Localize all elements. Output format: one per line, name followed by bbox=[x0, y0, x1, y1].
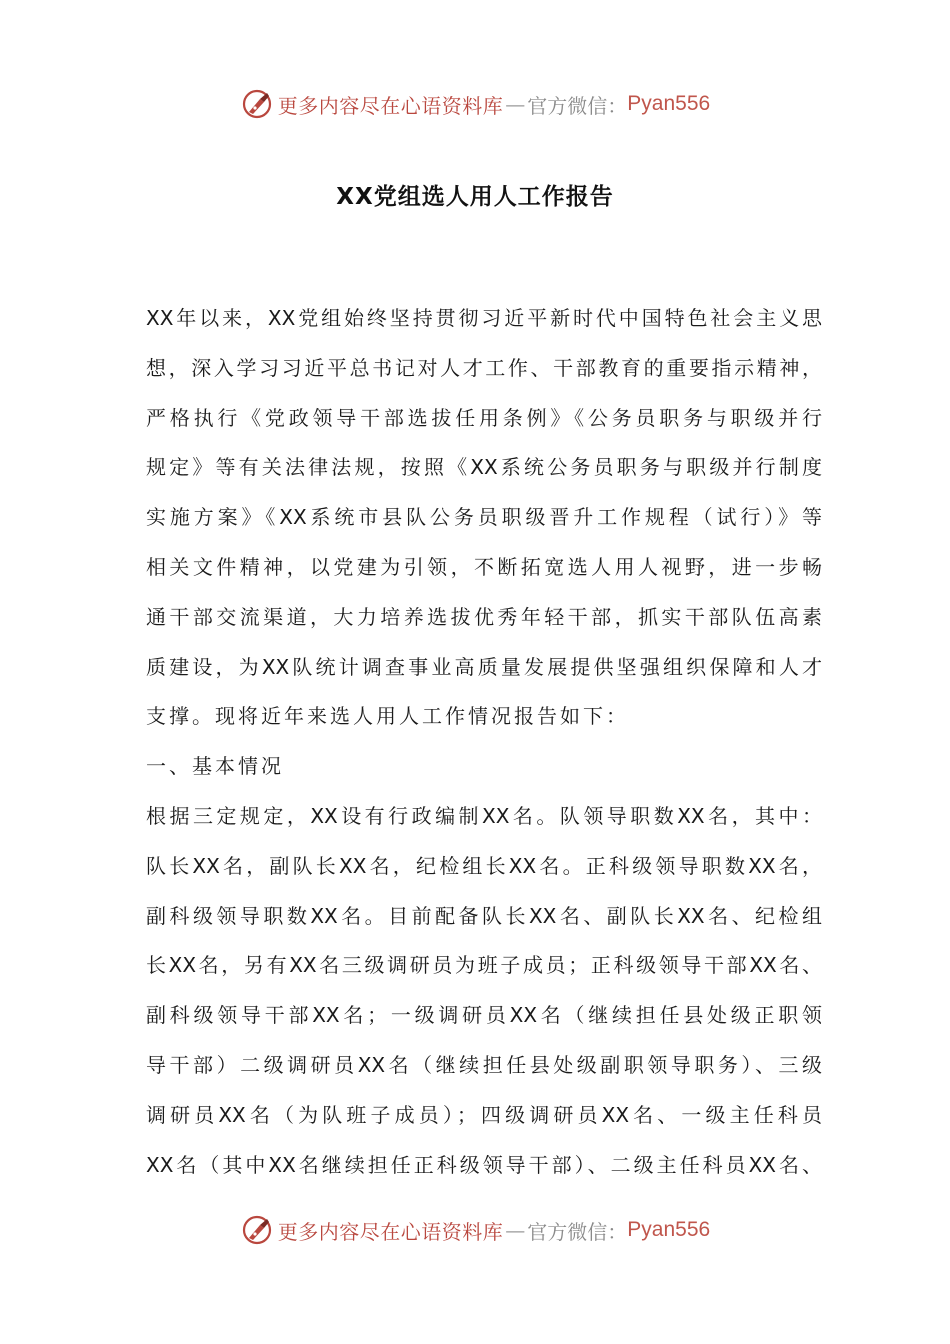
pen-nib-logo-icon bbox=[240, 1213, 274, 1247]
body-line: 想，深入学习习近平总书记对人才工作、干部教育的重要指示精神， bbox=[146, 355, 822, 380]
body-line: 根据三定规定，XX设有行政编制XX名。队领导职数XX名，其中： bbox=[146, 803, 822, 828]
body-line: 通干部交流渠道，大力培养选拔优秀年轻干部，抓实干部队伍高素 bbox=[146, 604, 822, 629]
watermark-wechat-label: 官方微信： bbox=[527, 1219, 628, 1244]
section-heading: 一、基本情况 bbox=[146, 754, 284, 779]
document-title: XX党组选人用人工作报告 bbox=[336, 184, 614, 210]
watermark-brand-text: 更多内容尽在心语资料库 bbox=[277, 93, 504, 118]
body-line: 规定》等有关法律法规，按照《XX系统公务员职务与职级并行制度 bbox=[146, 455, 822, 480]
body-line: XX名（其中XX名继续担任正科级领导干部）、二级主任科员XX名、 bbox=[146, 1152, 822, 1177]
body-line: XX年以来，XX党组始终坚持贯彻习近平新时代中国特色社会主义思 bbox=[146, 306, 822, 330]
body-line: 副科级领导职数XX名。目前配备队长XX名、副队长XX名、纪检组 bbox=[146, 903, 822, 928]
body-line: 实施方案》《XX系统市县队公务员职级晋升工作规程（试行）》等 bbox=[146, 505, 822, 530]
watermark-dash: — bbox=[505, 92, 526, 116]
watermark-wechat-id: Pyan556 bbox=[627, 1218, 711, 1241]
body-line: 队长XX名，副队长XX名，纪检组长XX名。正科级领导职数XX名， bbox=[146, 853, 822, 878]
body-line: 严格执行《党政领导干部选拔任用条例》《公务员职务与职级并行 bbox=[146, 405, 822, 430]
body-line: 相关文件精神，以党建为引领，不断拓宽选人用人视野，进一步畅 bbox=[146, 554, 822, 579]
watermark-dash: — bbox=[505, 1218, 526, 1242]
body-line: 支撑。现将近年来选人用人工作情况报告如下： bbox=[146, 704, 629, 729]
watermark-brand-text: 更多内容尽在心语资料库 bbox=[277, 1219, 504, 1244]
body-line: 调研员XX名（为队班子成员）；四级调研员XX名、一级主任科员 bbox=[146, 1102, 822, 1127]
body-line: 副科级领导干部XX名；一级调研员XX名（继续担任县处级正职领 bbox=[146, 1003, 822, 1028]
body-line: 质建设，为XX队统计调查事业高质量发展提供坚强组织保障和人才 bbox=[146, 654, 822, 679]
body-line: 导干部）二级调研员XX名（继续担任县处级副职领导职务）、三级 bbox=[146, 1052, 822, 1077]
watermark-banner-bottom bbox=[0, 1208, 950, 1252]
watermark-banner-top bbox=[0, 82, 950, 126]
pen-nib-logo-icon bbox=[240, 87, 274, 121]
document-body bbox=[146, 294, 822, 1190]
watermark-wechat-label: 官方微信： bbox=[527, 93, 628, 118]
watermark-wechat-id: Pyan556 bbox=[627, 92, 711, 115]
body-line: 长XX名，另有XX名三级调研员为班子成员；正科级领导干部XX名、 bbox=[146, 953, 822, 978]
